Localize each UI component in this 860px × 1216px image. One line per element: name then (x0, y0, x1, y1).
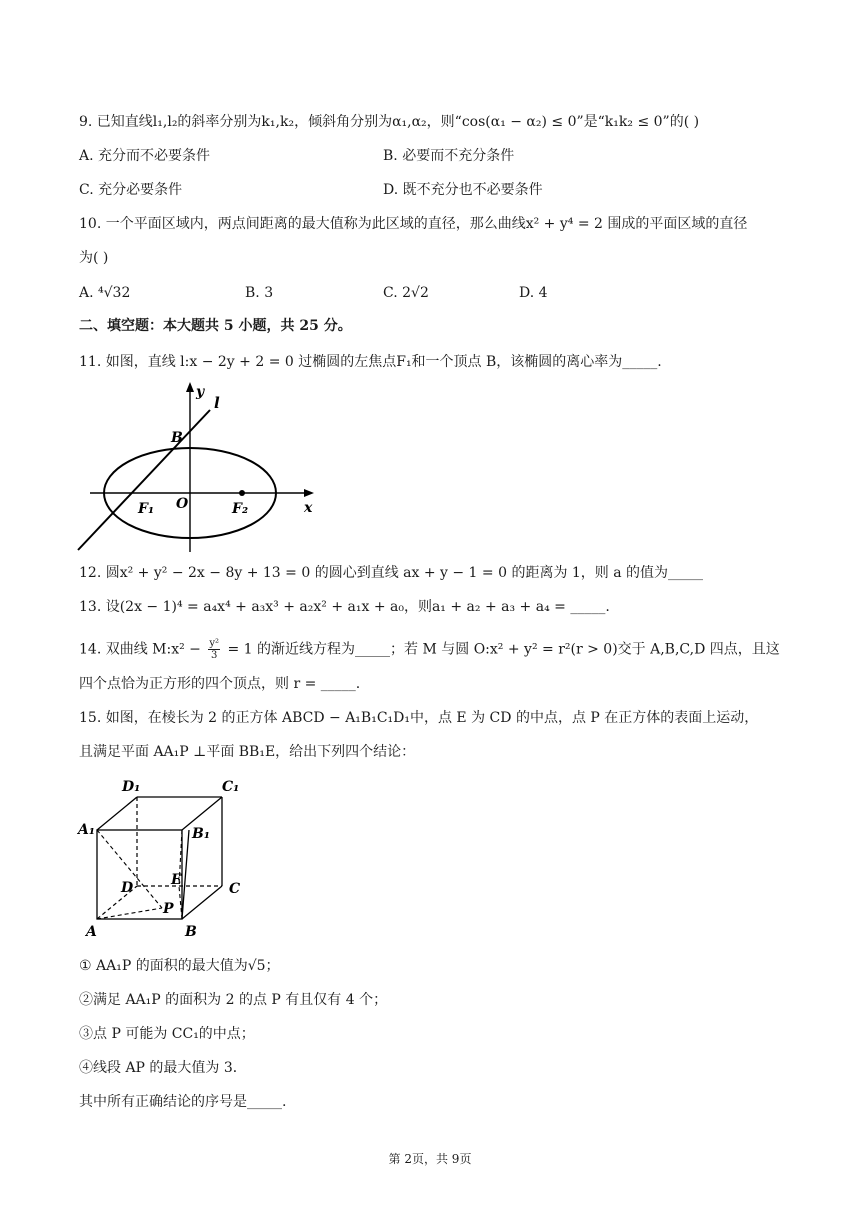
q9-option-c: C. 充分必要条件 (79, 182, 183, 198)
q13-stem: 13. 设(2x − 1)⁴ = a₄x⁴ + a₃x³ + a₂x² + a₁x + a₀，则a₁ + a₂ + a₃ + a₄ = _____. (79, 599, 610, 615)
q10-stem-line2: 为( ) (79, 250, 109, 266)
fig11-label-b: B (171, 430, 183, 446)
fig11-label-y: y (196, 384, 205, 400)
q12-stem: 12. 圆x² + y² − 2x − 8y + 13 = 0 的圆心到直线 ax + y − 1 = 0 的距离为 1，则 a 的值为_____ (79, 565, 704, 581)
q14-line1-prefix: 14. 双曲线 M:x² − (79, 641, 201, 658)
q14-stem-line2: 四个点恰为正方形的四个顶点，则 r = _____. (79, 676, 361, 692)
q14-stem-line1 (79, 638, 780, 661)
q9-stem: 9. 已知直线l₁,l₂的斜率分别为k₁,k₂，倾斜角分别为α₁,α₂，则“cos(α₁ − α₂) ≤ 0”是“k₁k₂ ≤ 0”的( ) (79, 114, 700, 130)
q15-conclusion-1: ① AA₁P 的面积的最大值为√5； (79, 958, 280, 974)
q11-ellipse-figure (72, 380, 332, 555)
q9-option-d: D. 既不充分也不必要条件 (383, 182, 543, 198)
fig11-label-f1: F₁ (138, 501, 155, 517)
fig15-label-c1: C₁ (222, 779, 240, 795)
q11-stem: 11. 如图，直线 l:x − 2y + 2 = 0 过椭圆的左焦点F₁和一个顶点 B，该椭圆的离心率为_____. (79, 354, 662, 370)
q14-line1-suffix: = 1 的渐近线方程为_____；若 M 与圆 O:x² + y² = r²(r > 0)交于 A,B,C,D 四点，且这 (227, 641, 780, 658)
q14-fraction (208, 638, 220, 661)
fig11-label-l: l (214, 394, 220, 412)
fig15-label-a: A (86, 924, 97, 940)
q15-cube-figure (72, 772, 257, 942)
q15-conclusion-4: ④线段 AP 的最大值为 3． (79, 1060, 247, 1076)
q14-fraction-denominator: 3 (211, 650, 218, 661)
q10-option-b: B. 3 (245, 285, 274, 301)
fig15-label-p: P (163, 901, 174, 917)
fig15-label-e: E (171, 872, 182, 888)
q10-option-d: D. 4 (519, 285, 548, 301)
fig15-label-a1: A₁ (78, 822, 95, 838)
fig11-label-x: x (304, 500, 313, 516)
fig11-label-f2: F₂ (232, 501, 249, 517)
q15-stem-line1: 15. 如图，在棱长为 2 的正方体 ABCD − A₁B₁C₁D₁中，点 E 为 CD 的中点，点 P 在正方体的表面上运动， (79, 710, 759, 726)
fig15-label-d: D (121, 880, 134, 896)
q15-stem-line2: 且满足平面 AA₁P ⊥平面 BB₁E，给出下列四个结论： (79, 744, 416, 760)
section-fill-in-heading: 二、填空题：本大题共 5 小题，共 25 分。 (79, 318, 352, 334)
q10-stem-line1: 10. 一个平面区域内，两点间距离的最大值称为此区域的直径，那么曲线x² + y⁴ = 2 围成的平面区域的直径 (79, 216, 748, 232)
q15-conclusion-3: ③点 P 可能为 CC₁的中点； (79, 1026, 255, 1042)
q14-fraction-numerator: y² (209, 638, 220, 649)
q15-conclusion-2: ②满足 AA₁P 的面积为 2 的点 P 有且仅有 4 个； (79, 992, 388, 1008)
fig15-label-c: C (229, 881, 241, 897)
q9-option-a: A. 充分而不必要条件 (79, 148, 211, 164)
q9-option-b: B. 必要而不充分条件 (383, 148, 515, 164)
page-footer: 第 2页，共 9页 (388, 1152, 472, 1166)
fig15-label-b1: B₁ (192, 826, 210, 842)
fig15-label-d1: D₁ (122, 779, 141, 795)
q15-question: 其中所有正确结论的序号是_____. (79, 1094, 287, 1110)
fig11-label-o: O (176, 496, 189, 512)
q10-option-c: C. 2√2 (383, 285, 429, 301)
q10-option-a: A. ⁴√32 (79, 285, 131, 301)
fig15-label-b: B (185, 924, 197, 940)
